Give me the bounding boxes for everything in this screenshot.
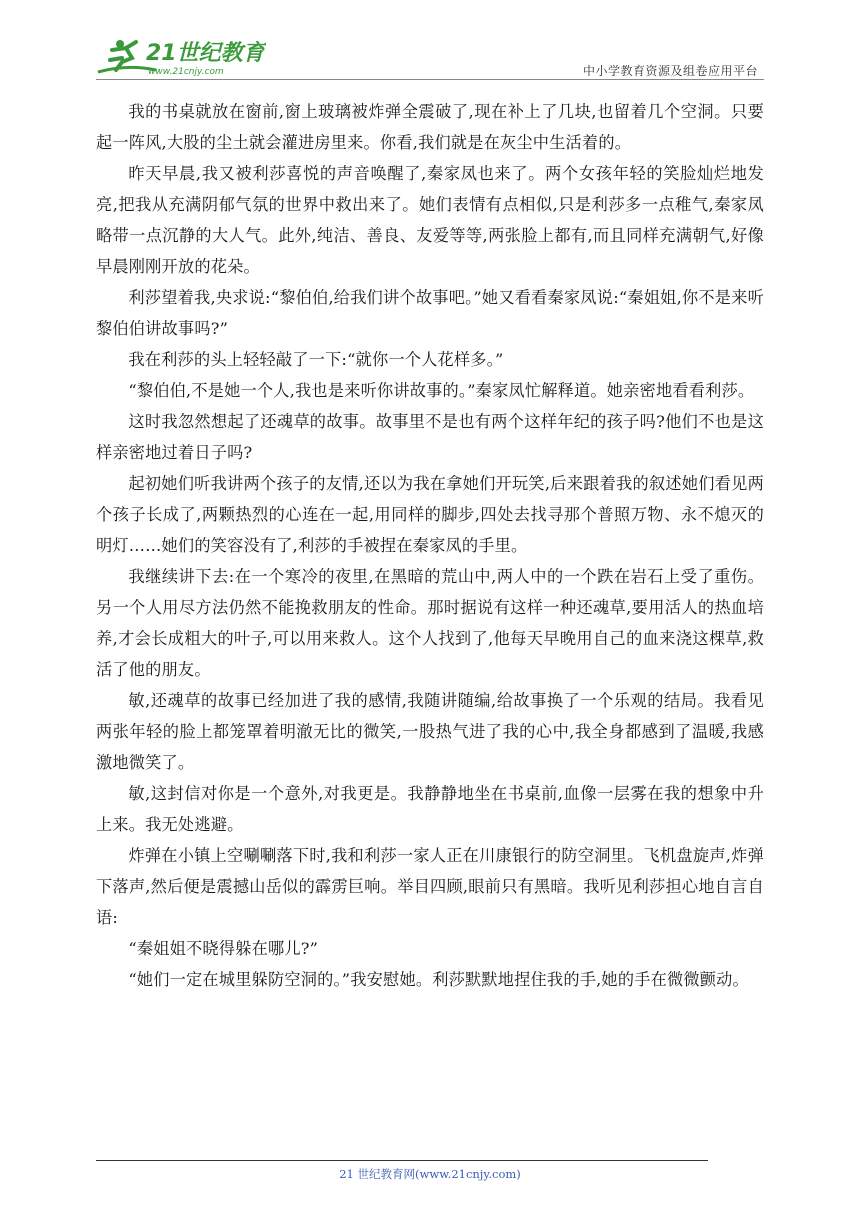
footer-divider bbox=[96, 1160, 708, 1161]
paragraph: 我在利莎的头上轻轻敲了一下:“就你一个人花样多。” bbox=[128, 350, 504, 369]
paragraph: 我的书桌就放在窗前,窗上玻璃被炸弹全震破了,现在补上了几块,也留着几个空洞。只要起一阵风,大股的尘土就会灌进房里来。你看,我们就是在灰尘中生活着的。 bbox=[96, 102, 764, 152]
paragraph: “她们一定在城里躲防空洞的。”我安慰她。利莎默默地捏住我的手,她的手在微微颤动。 bbox=[128, 970, 749, 989]
paragraph: “黎伯伯,不是她一个人,我也是来听你讲故事的。”秦家凤忙解释道。她亲密地看看利莎。 bbox=[128, 381, 755, 400]
svg-text:21世纪教育: 21世纪教育 bbox=[146, 41, 265, 66]
article-body bbox=[96, 96, 764, 995]
paragraph: “秦姐姐不晓得躲在哪儿?” bbox=[128, 939, 319, 958]
platform-name: 中小学教育资源及组卷应用平台 bbox=[582, 64, 758, 78]
svg-text:www.21cnjy.com: www.21cnjy.com bbox=[148, 67, 224, 77]
paragraph: 敏,还魂草的故事已经加进了我的感情,我随讲随编,给故事换了一个乐观的结局。我看见两张年轻的脸上都笼罩着明澈无比的微笑,一股热气进了我的心中,我全身都感到了温暖,我感激地微笑了。 bbox=[96, 691, 764, 772]
header-divider bbox=[96, 79, 764, 80]
paragraph: 这时我忽然想起了还魂草的故事。故事里不是也有两个这样年纪的孩子吗?他们不也是这样亲密地过着日子吗? bbox=[96, 412, 764, 462]
paragraph: 起初她们听我讲两个孩子的友情,还以为我在拿她们开玩笑,后来跟着我的叙述她们看见两个孩子长成了,两颗热烈的心连在一起,用同样的脚步,四处去找寻那个普照万物、永不熄灭的明灯……她们的笑容没有了,利莎的手被捏在秦家凤的手里。 bbox=[96, 474, 764, 555]
paragraph: 昨天早晨,我又被利莎喜悦的声音唤醒了,秦家凤也来了。两个女孩年轻的笑脸灿烂地发亮,把我从充满阴郁气氛的世界中救出来了。她们表情有点相似,只是利莎多一点稚气,秦家凤略带一点沉静的大人气。此外,纯洁、善良、友爱等等,两张脸上都有,而且同样充满朝气,好像早晨刚刚开放的花朵。 bbox=[96, 164, 764, 276]
site-logo bbox=[96, 34, 266, 78]
paragraph: 利莎望着我,央求说:“黎伯伯,给我们讲个故事吧。”她又看看秦家凤说:“秦姐姐,你不是来听黎伯伯讲故事吗?” bbox=[96, 288, 764, 338]
paragraph: 敏,这封信对你是一个意外,对我更是。我静静地坐在书桌前,血像一层雾在我的想象中升上来。我无处逃避。 bbox=[96, 784, 764, 834]
page-footer[interactable]: 21 世纪教育网(www.21cnjy.com) bbox=[339, 1167, 521, 1181]
page-header bbox=[96, 30, 764, 82]
paragraph: 炸弹在小镇上空唰唰落下时,我和利莎一家人正在川康银行的防空洞里。飞机盘旋声,炸弹下落声,然后便是震撼山岳似的霹雳巨响。举目四顾,眼前只有黑暗。我听见利莎担心地自言自语: bbox=[96, 846, 764, 927]
paragraph: 我继续讲下去:在一个寒冷的夜里,在黑暗的荒山中,两人中的一个跌在岩石上受了重伤。另一个人用尽方法仍然不能挽救朋友的性命。那时据说有这样一种还魂草,要用活人的热血培养,才会长成粗大的叶子,可以用来救人。这个人找到了,他每天早晚用自己的血来浇这棵草,救活了他的朋友。 bbox=[96, 567, 764, 679]
